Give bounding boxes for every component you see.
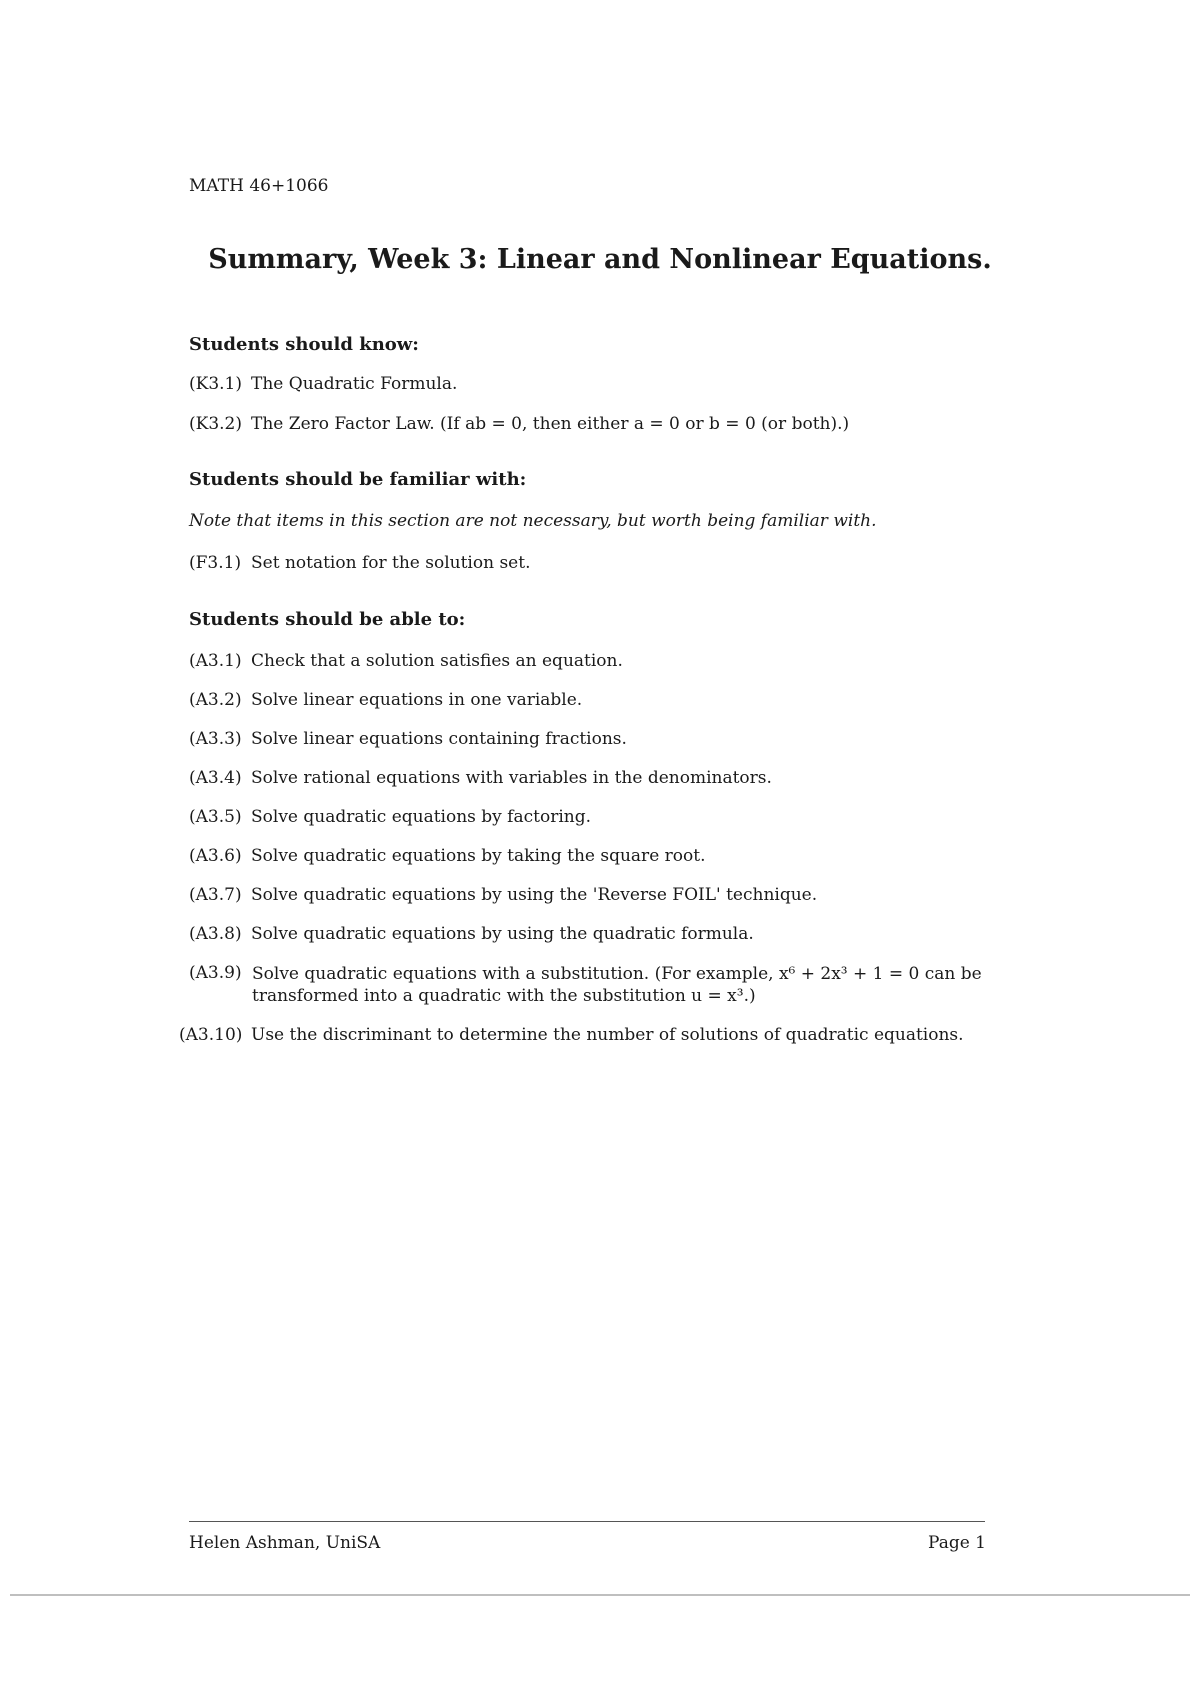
footer-author: Helen Ashman, UniSA	[189, 1533, 381, 1553]
list-item-a3-8	[189, 924, 989, 944]
item-text: Use the discriminant to determine the number of solutions of quadratic equations.	[251, 1025, 964, 1045]
item-text: Solve quadratic equations by using the 'Reverse FOIL' technique.	[251, 885, 818, 905]
footer-divider	[189, 1521, 985, 1522]
item-text: The Quadratic Formula.	[251, 374, 458, 394]
item-text: Solve linear equations containing fractions.	[251, 729, 627, 749]
familiar-note: Note that items in this section are not necessary, but worth being familiar with.	[189, 511, 877, 531]
list-item-k3-2	[189, 414, 989, 434]
item-label: (A3.6)	[189, 846, 242, 866]
item-label: (F3.1)	[189, 553, 242, 573]
item-label: (K3.2)	[189, 414, 243, 434]
item-label: (A3.4)	[189, 768, 242, 788]
list-item-k3-1	[189, 374, 989, 394]
list-item-a3-3	[189, 729, 989, 749]
list-item-a3-5	[189, 807, 989, 827]
item-label: (A3.3)	[189, 729, 242, 749]
section-heading-familiar: Students should be familiar with:	[189, 469, 527, 490]
list-item-a3-6	[189, 846, 989, 866]
item-label: (A3.1)	[189, 651, 242, 671]
item-label: (K3.1)	[189, 374, 243, 394]
scan-edge-line	[10, 1594, 1190, 1596]
list-item-a3-1	[189, 651, 989, 671]
item-text: Check that a solution satisfies an equation.	[251, 651, 623, 671]
item-label: (A3.10)	[179, 1025, 243, 1045]
item-text: Solve linear equations in one variable.	[251, 690, 583, 710]
list-item-f3-1	[189, 553, 989, 573]
section-heading-able: Students should be able to:	[189, 609, 466, 630]
footer-page-number: Page 1	[928, 1533, 986, 1553]
list-item-a3-2	[189, 690, 989, 710]
page-title: Summary, Week 3: Linear and Nonlinear Equations.	[208, 244, 992, 275]
section-heading-know: Students should know:	[189, 334, 419, 355]
list-item-a3-4	[189, 768, 989, 788]
item-text: Solve quadratic equations by factoring.	[251, 807, 591, 827]
item-text: Solve quadratic equations by using the quadratic formula.	[251, 924, 754, 944]
item-text: The Zero Factor Law. (If ab = 0, then either a = 0 or b = 0 (or both).)	[251, 414, 850, 434]
item-label: (A3.8)	[189, 924, 242, 944]
item-label: (A3.2)	[189, 690, 242, 710]
list-item-a3-7	[189, 885, 989, 905]
item-text: Solve quadratic equations with a substitution. (For example, x⁶ + 2x³ + 1 = 0 can be transformed into a quadratic with the substitution u = x³.)	[252, 964, 982, 1006]
course-code: MATH 46+1066	[189, 176, 329, 196]
item-text: Set notation for the solution set.	[251, 553, 531, 573]
item-text: Solve rational equations with variables in the denominators.	[251, 768, 772, 788]
item-label: (A3.5)	[189, 807, 242, 827]
item-label: (A3.7)	[189, 885, 242, 905]
item-text: Solve quadratic equations by taking the square root.	[251, 846, 706, 866]
item-label: (A3.9)	[189, 963, 242, 983]
